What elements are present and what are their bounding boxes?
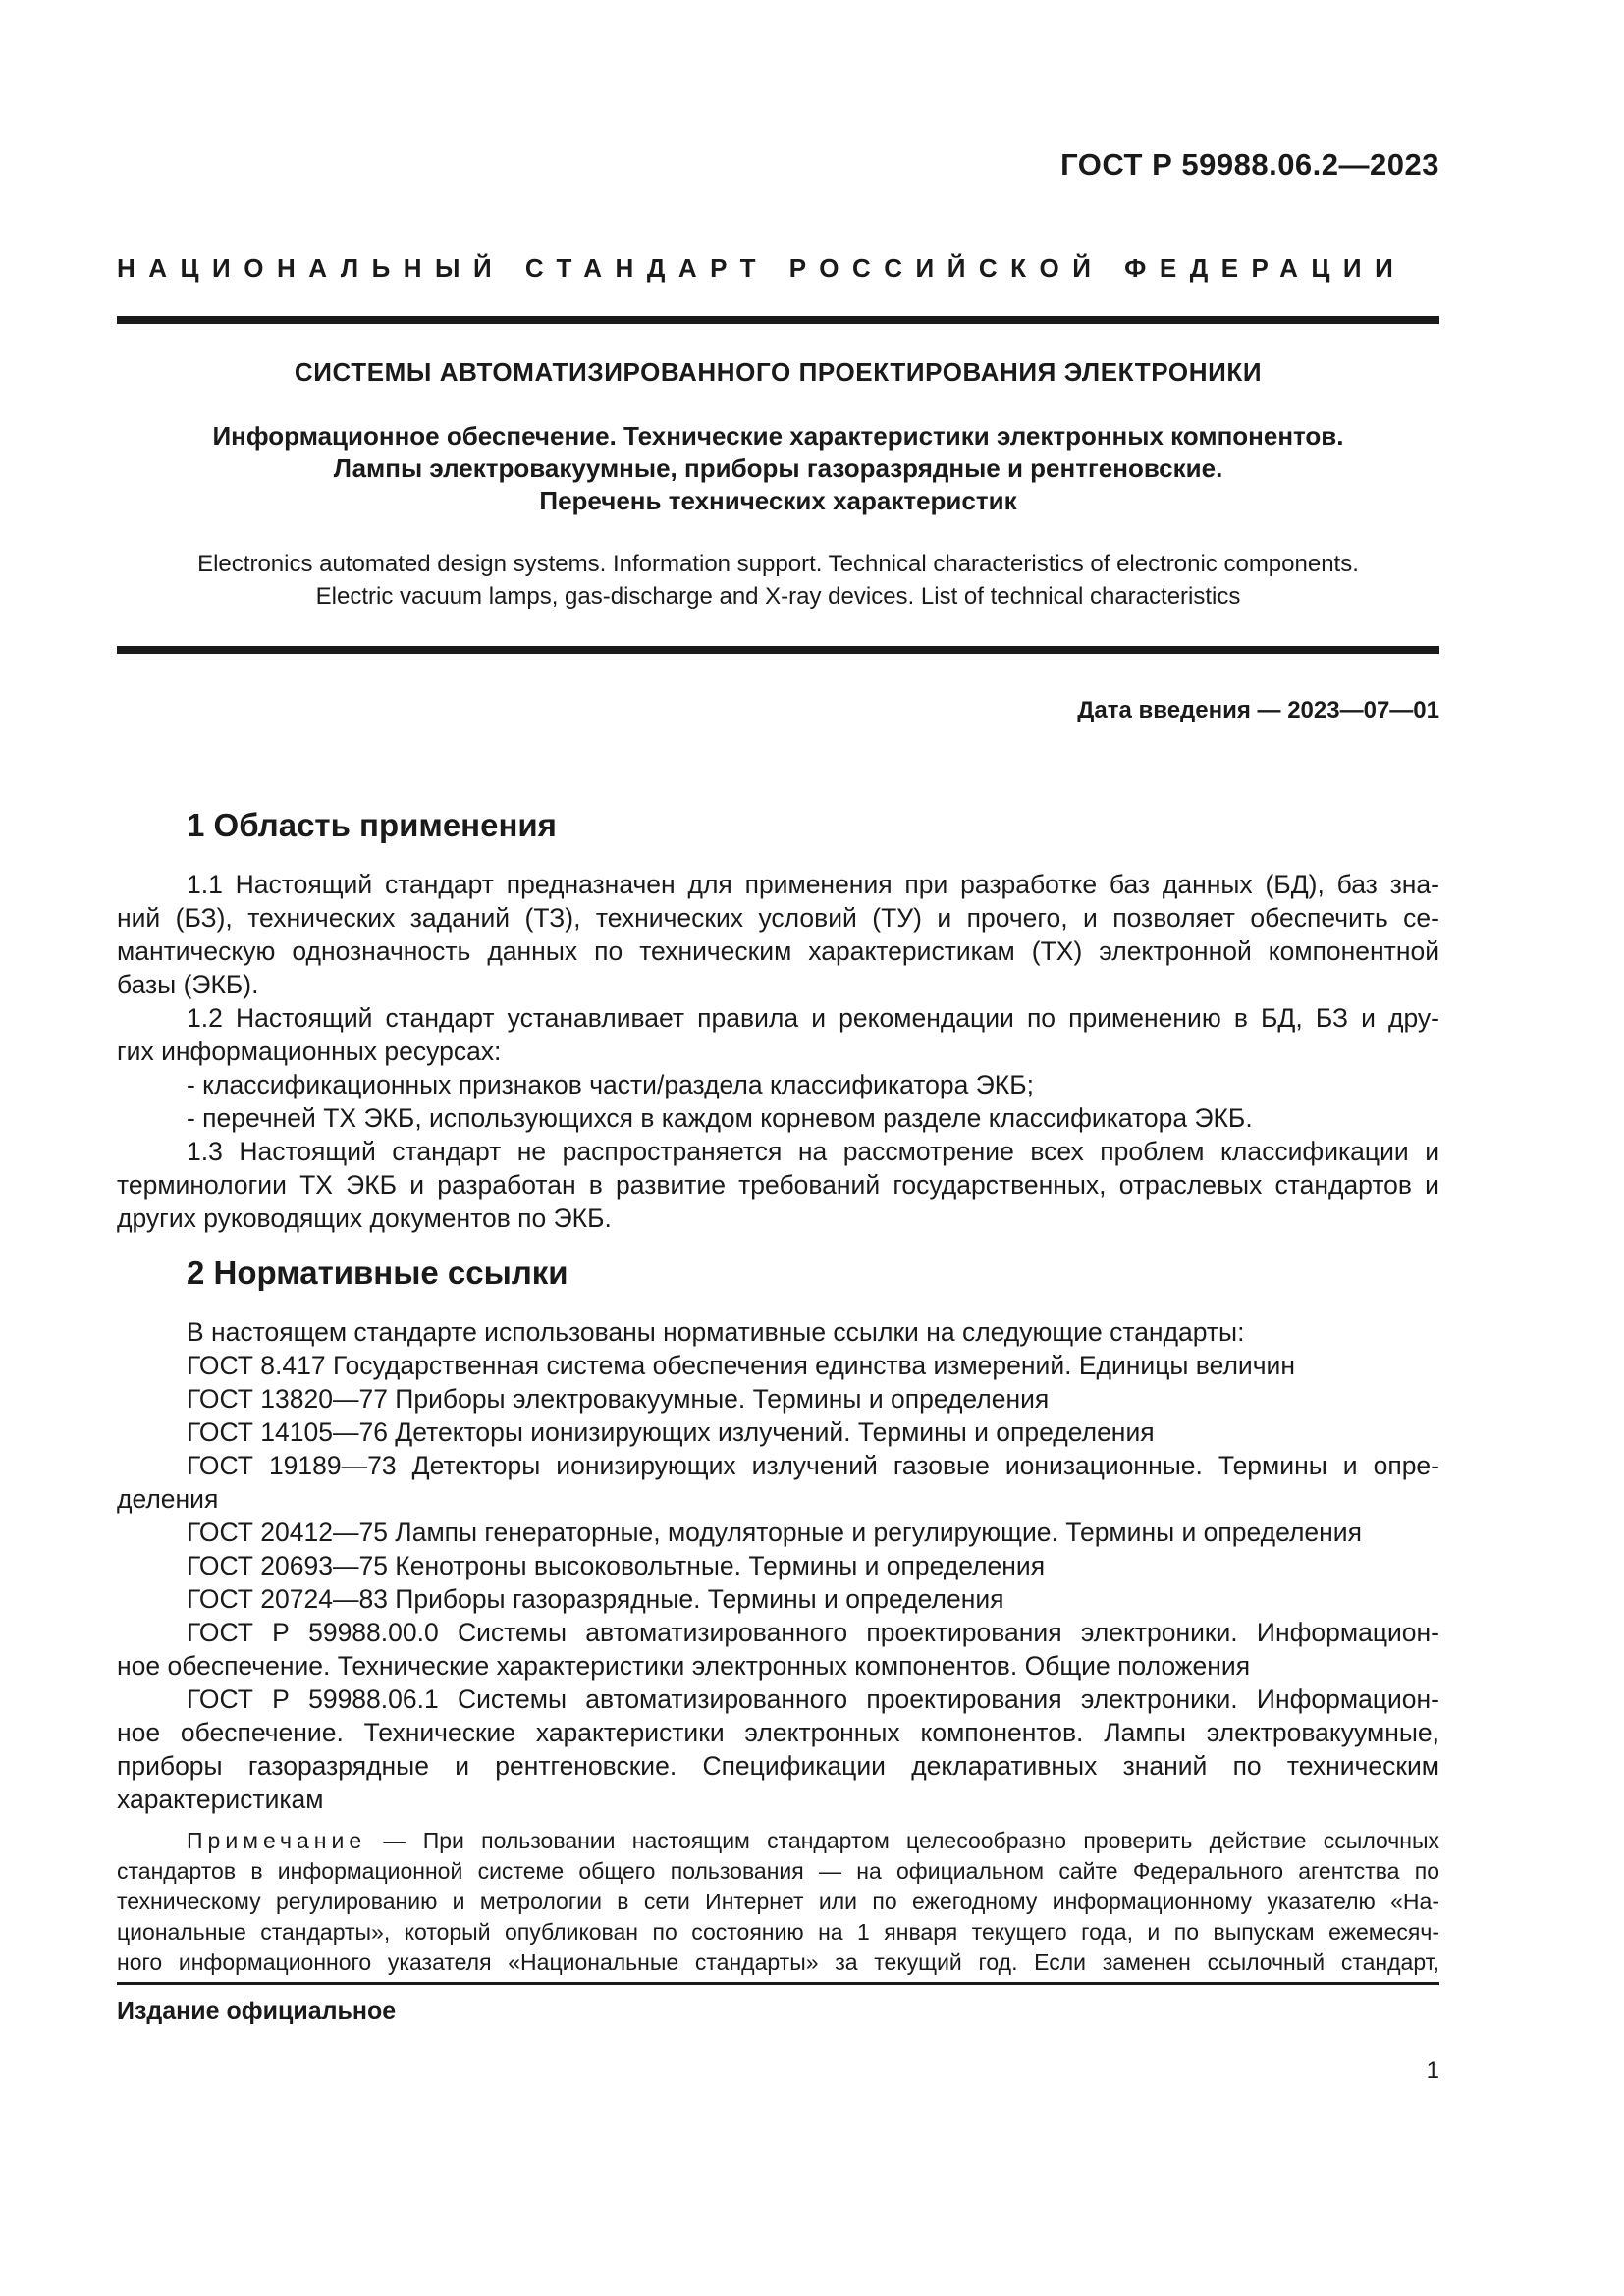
list-item: - перечней ТХ ЭКБ, использующихся в каждом корневом разделе классификатора ЭКБ. xyxy=(187,1103,1253,1133)
reference-item: ГОСТ 20693—75 Кенотроны высоковольтные. Термины и определения xyxy=(187,1551,1046,1580)
document-subtitle xyxy=(117,420,1439,517)
note-line: циональные стандарты», который опубликован по состоянию на 1 января текущего года, и по выпускам ежемесяч- xyxy=(117,1919,1439,1945)
section-2-heading: 2 Нормативные ссылки xyxy=(187,1255,568,1291)
text-line: 1.2 Настоящий стандарт устанавливает правила и рекомендации по применению в БД, БЗ и дру- xyxy=(187,1003,1439,1033)
english-title-line: Electric vacuum lamps, gas-discharge and X-ray devices. List of technical characteristics xyxy=(315,583,1241,610)
subtitle-line: Лампы электровакуумные, приборы газоразрядные и рентгеновские. xyxy=(333,454,1223,483)
note-line: ного информационного указателя «Национальные стандарты» за текущий год. Если заменен ссылочный стандарт, xyxy=(117,1949,1439,1975)
page-number: 1 xyxy=(1426,2057,1439,2084)
reference-item: ГОСТ Р 59988.00.0 Системы автоматизированного проектирования электроники. Информацион- xyxy=(187,1618,1439,1647)
reference-item: ГОСТ Р 59988.06.1 Системы автоматизированного проектирования электроники. Информацион- xyxy=(187,1684,1439,1714)
text-line: 1.3 Настоящий стандарт не распространяется на рассмотрение всех проблем классификации и xyxy=(187,1137,1439,1166)
reference-item-cont: характеристикам xyxy=(117,1785,324,1814)
reference-item-cont: ное обеспечение. Технические характеристики электронных компонентов. Общие положения xyxy=(117,1651,1251,1681)
introduction-date: Дата введения — 2023—07—01 xyxy=(1077,697,1439,723)
document-title: СИСТЕМЫ АВТОМАТИЗИРОВАННОГО ПРОЕКТИРОВАНИЯ ЭЛЕКТРОНИКИ xyxy=(294,357,1263,387)
reference-item: ГОСТ 14105—76 Детекторы ионизирующих излучений. Термины и определения xyxy=(187,1417,1155,1447)
list-item: - классификационных признаков части/раздела классификатора ЭКБ; xyxy=(187,1070,1034,1099)
note-line: стандартов в информационной системе общего пользования — на официальном сайте Федерального агентства по xyxy=(117,1858,1439,1884)
note-line: Примечание — При пользовании настоящим стандартом целесообразно проверить действие ссылочных xyxy=(187,1828,1440,1853)
section-2-body xyxy=(117,1315,1439,1816)
footer-divider xyxy=(117,1982,1439,1985)
text-line: других руководящих документов по ЭКБ. xyxy=(117,1203,612,1233)
text-line: базы (ЭКБ). xyxy=(117,970,259,999)
top-divider xyxy=(117,316,1439,324)
section-1-heading: 1 Область применения xyxy=(187,807,557,843)
reference-item-cont: деления xyxy=(117,1484,219,1514)
official-edition-label: Издание официальное xyxy=(117,1998,397,2025)
text-line: мантическую однозначность данных по техническим характеристикам (ТХ) электронной компонентной xyxy=(117,936,1439,966)
subtitle-line: Информационное обеспечение. Технические характеристики электронных компонентов. xyxy=(212,421,1344,451)
text-line: 1.1 Настоящий стандарт предназначен для применения при разработке баз данных (БД), баз зна- xyxy=(187,870,1439,899)
text-line: В настоящем стандарте использованы нормативные ссылки на следующие стандарты: xyxy=(187,1317,1245,1347)
note-block xyxy=(117,1826,1439,1978)
reference-item: ГОСТ 13820—77 Приборы электровакуумные. Термины и определения xyxy=(187,1384,1050,1414)
english-title xyxy=(117,548,1439,613)
text-line: ний (БЗ), технических заданий (ТЗ), технических условий (ТУ) и прочего, и позволяет обеспечить се- xyxy=(117,903,1439,933)
text-line: гих информационных ресурсах: xyxy=(117,1037,502,1066)
note-label: Примечание xyxy=(187,1828,367,1853)
reference-item-cont: ное обеспечение. Технические характеристики электронных компонентов. Лампы электровакуумные, xyxy=(117,1718,1439,1747)
text-line: терминологии ТХ ЭКБ и разработан в развитие требований государственных, отраслевых стандартов и xyxy=(117,1170,1439,1200)
note-line: техническому регулированию и метрологии в сети Интернет или по ежегодному информационному указателю «На- xyxy=(117,1889,1439,1914)
reference-item: ГОСТ 20412—75 Лампы генераторные, модуляторные и регулирующие. Термины и определения xyxy=(187,1518,1362,1547)
reference-item-cont: приборы газоразрядные и рентгеновские. Спецификации декларативных знаний по техническим xyxy=(117,1751,1439,1781)
reference-item: ГОСТ 20724—83 Приборы газоразрядные. Термины и определения xyxy=(187,1584,1004,1614)
document-code: ГОСТ Р 59988.06.2—2023 xyxy=(1060,147,1439,182)
reference-item: ГОСТ 8.417 Государственная система обеспечения единства измерений. Единицы величин xyxy=(187,1351,1295,1380)
national-standard-title: НАЦИОНАЛЬНЫЙ СТАНДАРТ РОССИЙСКОЙ ФЕДЕРАЦИИ xyxy=(117,253,1407,283)
title-bottom-divider xyxy=(117,646,1439,654)
reference-item: ГОСТ 19189—73 Детекторы ионизирующих излучений газовые ионизационные. Термины и опре- xyxy=(187,1451,1439,1480)
section-1-body xyxy=(117,868,1439,1235)
english-title-line: Electronics automated design systems. Information support. Technical characteristics of electronic components. xyxy=(197,551,1359,577)
subtitle-line: Перечень технических характеристик xyxy=(539,486,1017,515)
